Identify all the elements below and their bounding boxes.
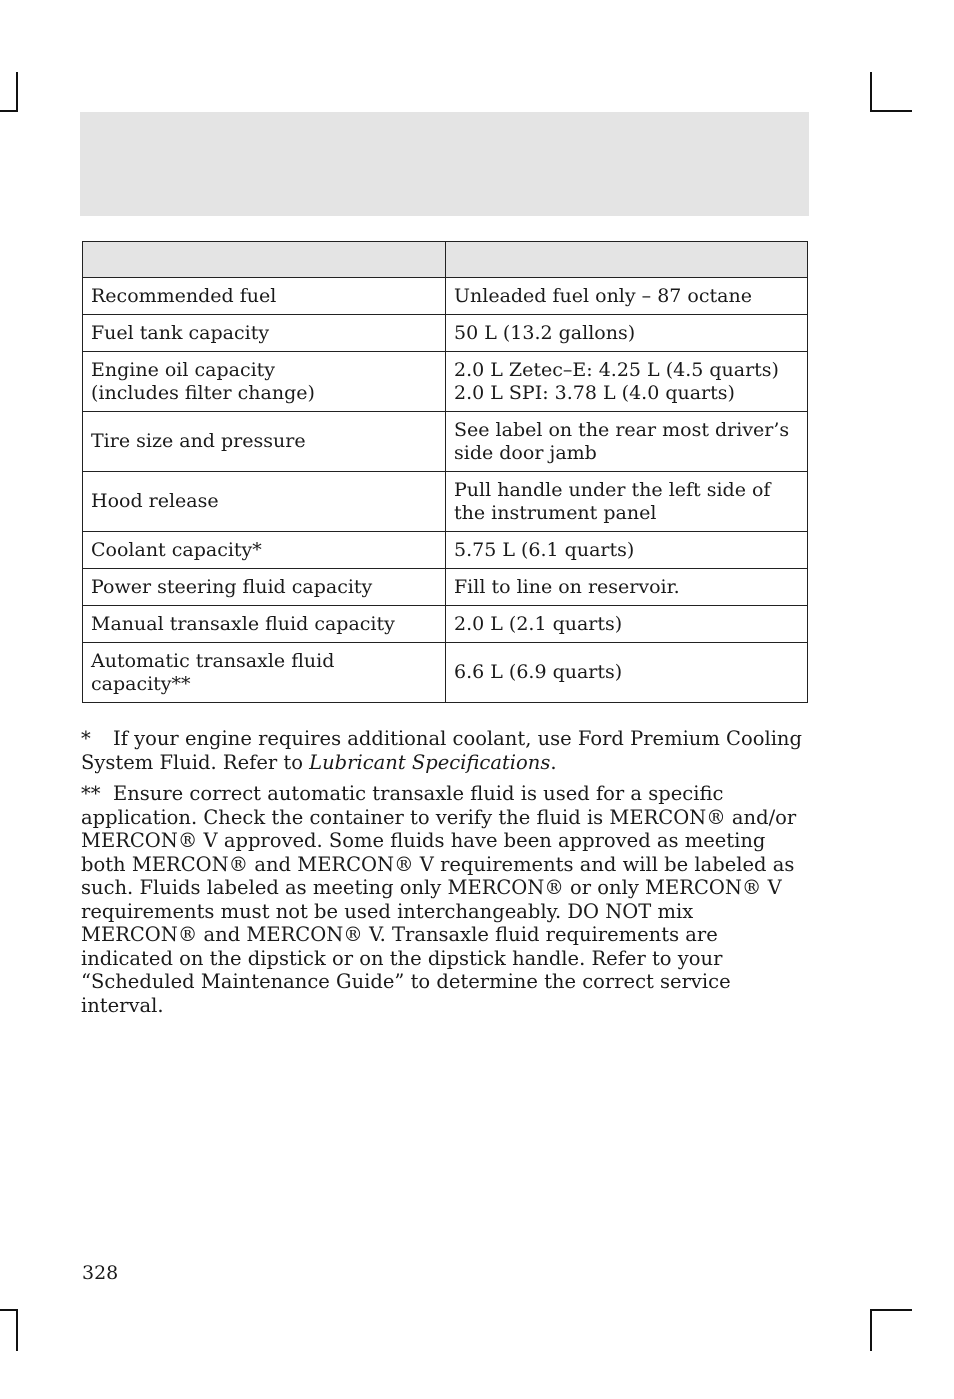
table-header-row	[83, 242, 808, 278]
table-row	[83, 643, 808, 703]
row-label: Automatic transaxle fluid capacity**	[83, 643, 446, 703]
row-value: Pull handle under the left side of the instrument panel	[446, 472, 808, 532]
row-value: 2.0 L (2.1 quarts)	[446, 606, 808, 643]
footnote-marker: *	[81, 727, 91, 750]
capacities-table	[82, 241, 808, 703]
row-value: See label on the rear most driver’s side door jamb	[446, 412, 808, 472]
footnote-coolant	[81, 727, 809, 774]
row-value: Unleaded fuel only – 87 octane	[446, 278, 808, 315]
row-label: Power steering fluid capacity	[83, 569, 446, 606]
row-value: 6.6 L (6.9 quarts)	[446, 643, 808, 703]
row-label: Fuel tank capacity	[83, 315, 446, 352]
footnote-text: Ensure correct automatic transaxle fluid is used for a specific application. Check the container to verify the fluid is MERCON® and/or MERCON® V approved. Some fluids have been approved as meeting both MERCON® and MERCON® V requirements and will be labeled as such. Fluids labeled as meeting only MERCON® or only MERCON® V requirements must not be used interchangeably. DO NOT mix MERCON® and MERCON® V. Transaxle fluid requirements are indicated on the dipstick or on the dipstick handle. Refer to your “Scheduled Maintenance Guide” to determine the correct service interval.	[81, 782, 797, 1017]
crop-mark-top-left-horizontal	[0, 110, 18, 112]
table-row	[83, 569, 808, 606]
lubricant-specifications-reference: Lubricant Specifications	[309, 750, 551, 774]
row-label: Tire size and pressure	[83, 412, 446, 472]
crop-mark-bottom-right-horizontal	[870, 1309, 912, 1311]
footnotes	[81, 727, 809, 1025]
crop-mark-top-right-horizontal	[870, 110, 912, 112]
crop-mark-bottom-right-vertical	[870, 1309, 872, 1351]
row-value: 50 L (13.2 gallons)	[446, 315, 808, 352]
row-label: Manual transaxle fluid capacity	[83, 606, 446, 643]
crop-mark-top-right-vertical	[870, 72, 872, 112]
row-label: Engine oil capacity (includes filter change)	[83, 352, 446, 412]
table-header-cell	[446, 242, 808, 278]
page-number: 328	[82, 1262, 119, 1284]
table-row	[83, 278, 808, 315]
table-row	[83, 472, 808, 532]
row-value: 5.75 L (6.1 quarts)	[446, 532, 808, 569]
row-value: Fill to line on reservoir.	[446, 569, 808, 606]
table-row	[83, 315, 808, 352]
crop-mark-bottom-left-vertical	[16, 1309, 18, 1351]
table-row	[83, 606, 808, 643]
footnote-transaxle-fluid	[81, 782, 809, 1017]
table-row	[83, 532, 808, 569]
table-row	[83, 412, 808, 472]
table-header-cell	[83, 242, 446, 278]
footnote-end: .	[550, 750, 557, 774]
row-label: Hood release	[83, 472, 446, 532]
table-row	[83, 352, 808, 412]
crop-mark-top-left-vertical	[16, 72, 18, 112]
section-header-band	[80, 112, 809, 216]
footnote-text: If your engine requires additional coolant, use Ford Premium Cooling System Fluid. Refer to	[81, 727, 802, 774]
row-label: Coolant capacity*	[83, 532, 446, 569]
row-value: 2.0 L Zetec–E: 4.25 L (4.5 quarts) 2.0 L SPI: 3.78 L (4.0 quarts)	[446, 352, 808, 412]
footnote-marker: **	[81, 782, 101, 805]
row-label: Recommended fuel	[83, 278, 446, 315]
